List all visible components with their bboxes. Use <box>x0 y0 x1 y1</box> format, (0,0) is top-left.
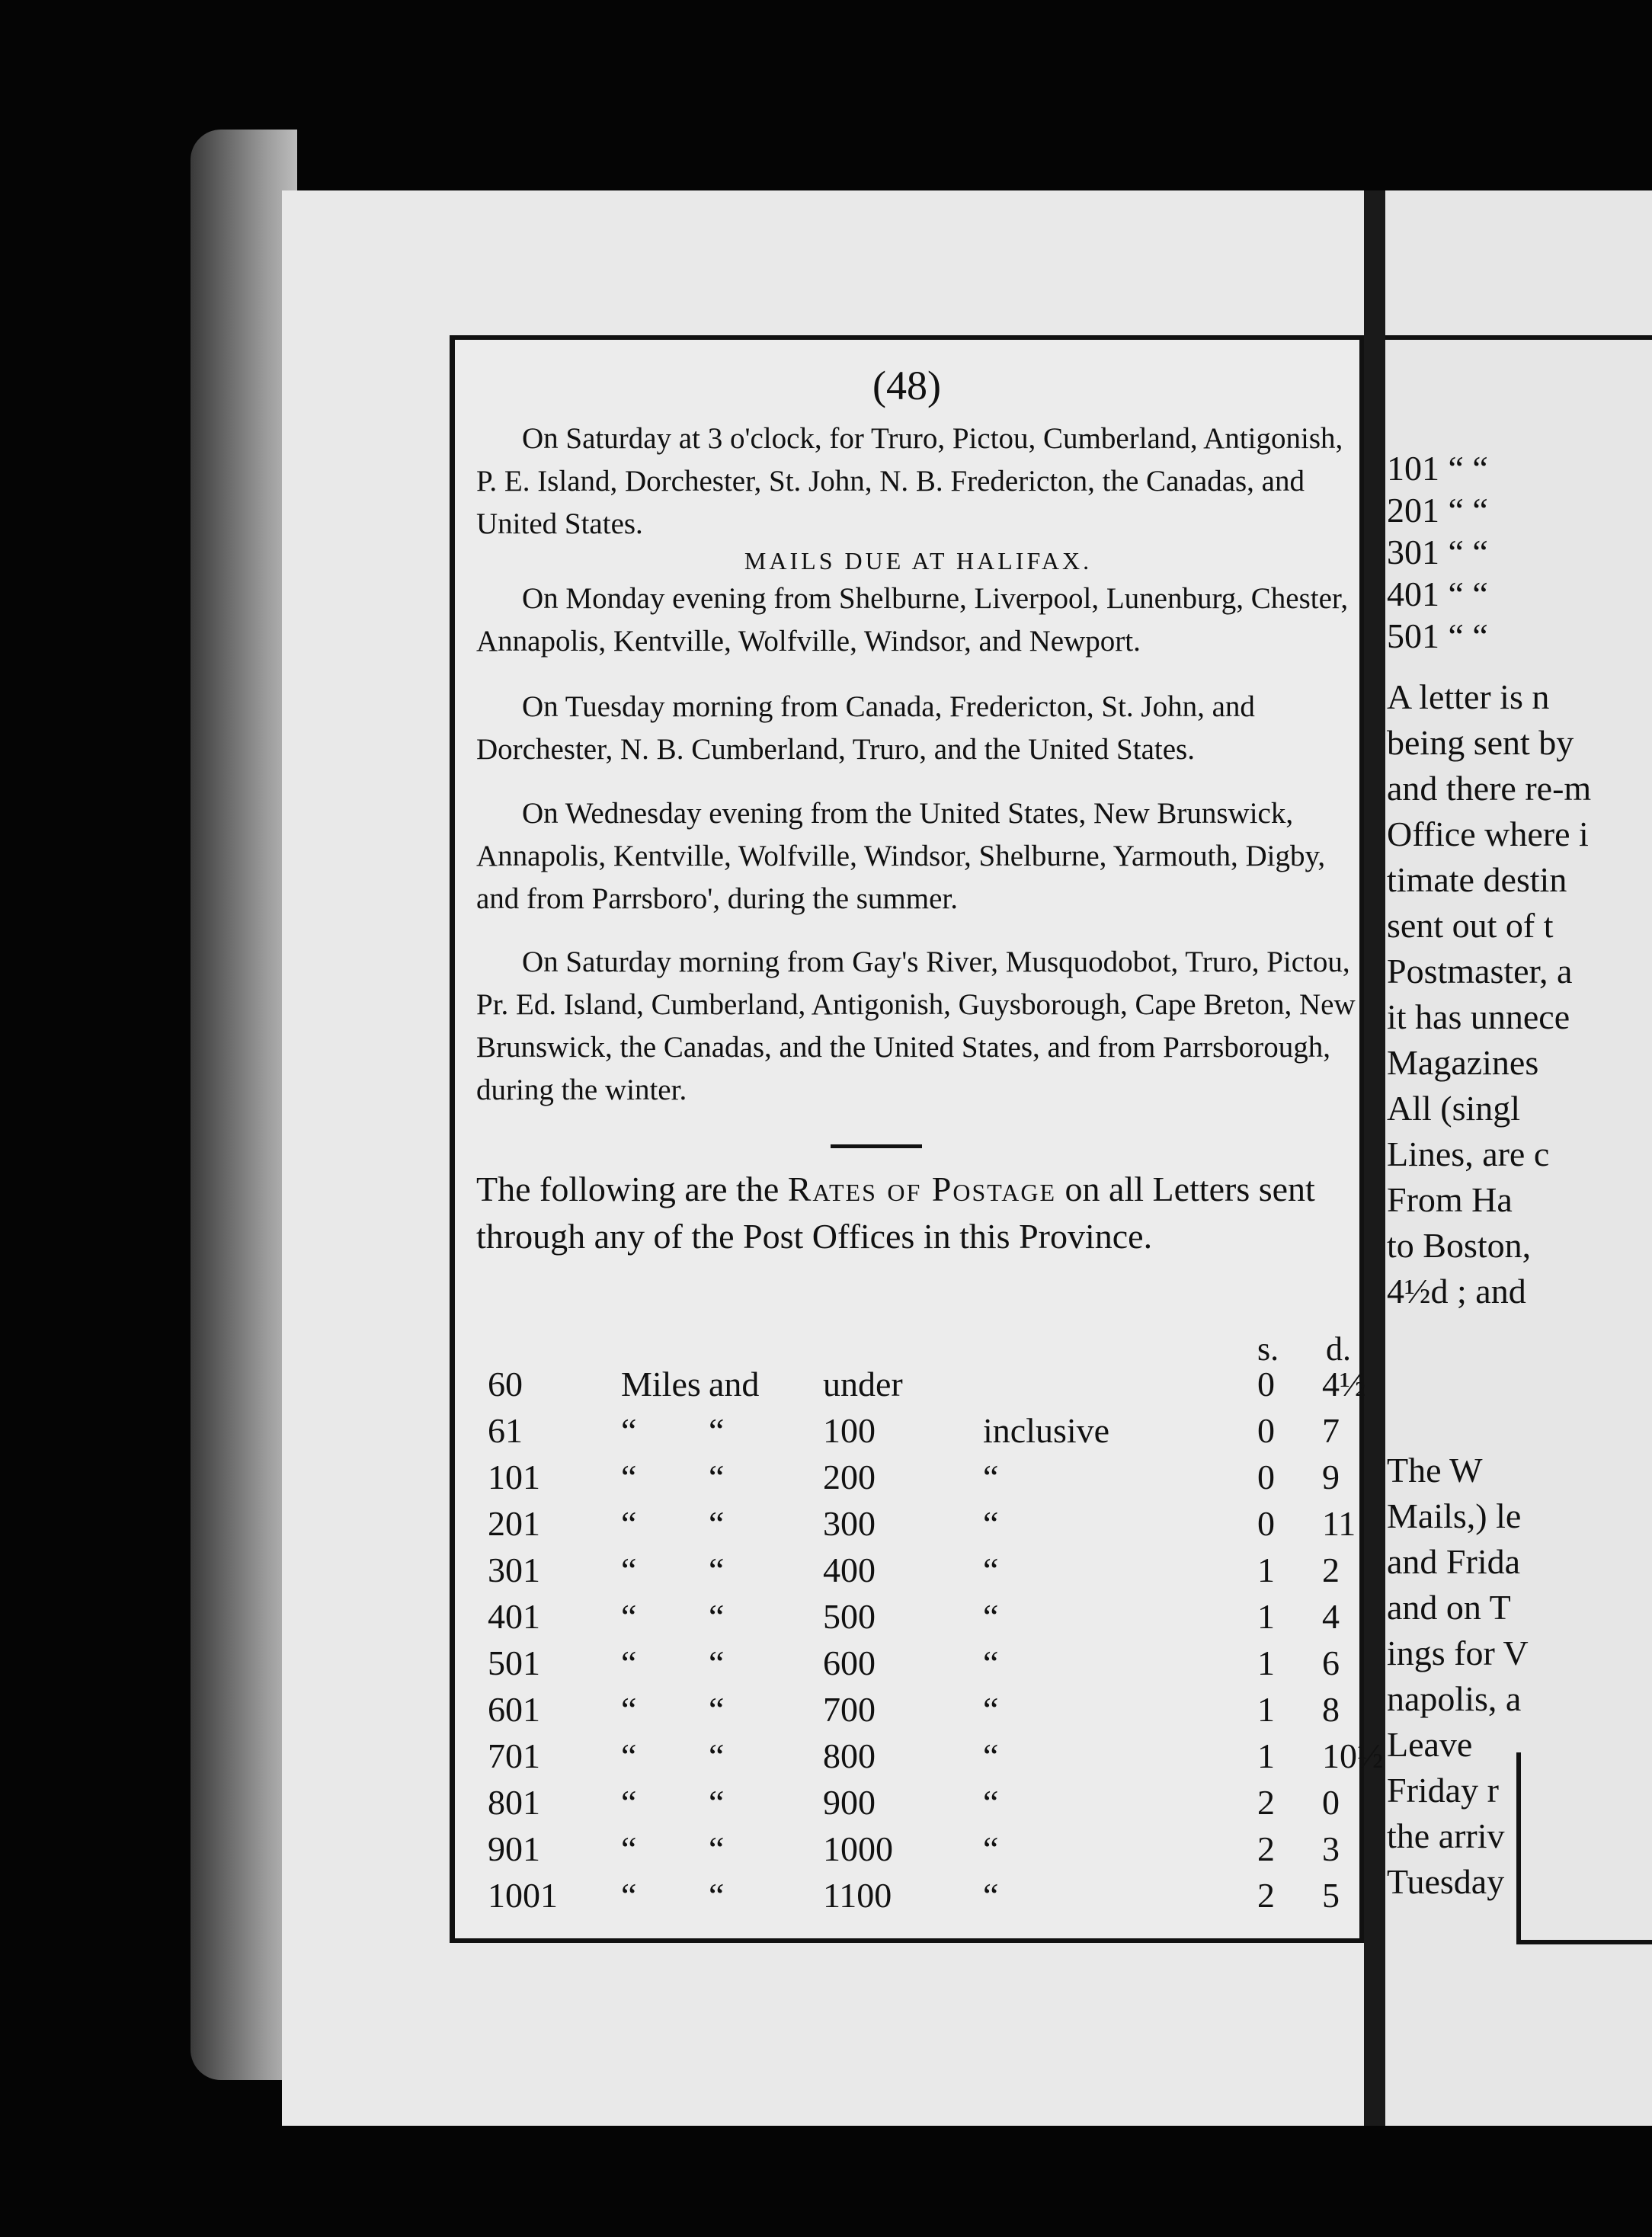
right-page-line: A letter is n <box>1387 677 1550 716</box>
right-page-border-top <box>1385 335 1652 340</box>
rate-cell-q3: inclusive <box>983 1411 1110 1450</box>
rate-cell-s: 1 <box>1257 1597 1275 1636</box>
rate-cell-s: 2 <box>1257 1783 1275 1822</box>
rate-cell-q3: “ <box>983 1458 999 1496</box>
page-number: (48) <box>872 363 941 408</box>
rate-cell-from: 201 <box>488 1504 540 1543</box>
rates-of-postage-label: Rates of Postage <box>787 1170 1057 1208</box>
right-page-line: Tuesday <box>1387 1862 1505 1901</box>
rate-cell-d: 11 <box>1322 1504 1356 1543</box>
rate-cell-s: 0 <box>1257 1504 1275 1543</box>
rate-cell-q3: “ <box>983 1690 999 1729</box>
rate-cell-to: 100 <box>823 1411 876 1450</box>
rate-cell-q1: “ <box>621 1876 637 1915</box>
right-page-line: 401 “ “ <box>1387 574 1488 613</box>
rate-cell-d: 3 <box>1322 1829 1340 1868</box>
rate-cell-q3: “ <box>983 1551 999 1589</box>
rate-cell-d: 4½ <box>1322 1365 1366 1403</box>
rate-cell-to: 600 <box>823 1643 876 1682</box>
right-page-line: and there re-m <box>1387 769 1592 808</box>
right-page-line: ings for V <box>1387 1634 1529 1672</box>
rate-cell-q3: “ <box>983 1829 999 1868</box>
rate-cell-q2: and <box>709 1365 760 1403</box>
book-gutter <box>1364 190 1385 2126</box>
rate-cell-d: 10½ <box>1322 1736 1384 1775</box>
right-page-line: 4½d ; and <box>1387 1272 1526 1311</box>
right-page-line: and on T <box>1387 1588 1511 1627</box>
rate-cell-q2: “ <box>709 1551 725 1589</box>
right-page-line: the arriv <box>1387 1816 1505 1855</box>
rate-cell-d: 9 <box>1322 1458 1340 1496</box>
rate-cell-q1: “ <box>621 1597 637 1636</box>
right-page-line: Office where i <box>1387 814 1589 853</box>
right-page-line: 501 “ “ <box>1387 616 1488 655</box>
rate-cell-q3: “ <box>983 1504 999 1543</box>
rate-cell-q1: “ <box>621 1829 637 1868</box>
rate-cell-from: 801 <box>488 1783 540 1822</box>
rate-cell-q2: “ <box>709 1504 725 1543</box>
right-page-line: 101 “ “ <box>1387 449 1488 488</box>
rate-cell-q3: “ <box>983 1597 999 1636</box>
rate-cell-s: 1 <box>1257 1736 1275 1775</box>
rate-row <box>488 1550 1349 1595</box>
rate-cell-from: 701 <box>488 1736 540 1775</box>
rate-cell-s: 1 <box>1257 1643 1275 1682</box>
rate-cell-from: 901 <box>488 1829 540 1868</box>
rate-cell-to: 1000 <box>823 1829 893 1868</box>
right-page-line: timate destin <box>1387 860 1567 899</box>
rate-cell-d: 8 <box>1322 1690 1340 1729</box>
right-page-line: to Boston, <box>1387 1226 1532 1265</box>
rate-row <box>488 1689 1349 1735</box>
right-page-line: From Ha <box>1387 1180 1513 1219</box>
right-page-line: Magazines <box>1387 1043 1539 1082</box>
rate-cell-q2: “ <box>709 1690 725 1729</box>
rates-intro <box>476 1166 1360 1260</box>
rate-cell-s: 2 <box>1257 1829 1275 1868</box>
mails-due-heading: MAILS DUE AT HALIFAX. <box>744 547 1093 574</box>
rate-cell-from: 601 <box>488 1690 540 1729</box>
book-page-edges <box>190 130 297 2080</box>
departure-paragraph: On Saturday at 3 o'clock, for Truro, Pictou, Cumberland, Antigonish, P. E. Island, Dorchester, St. John, N. B. Fredericton, the Canadas, and United States. <box>476 422 1343 540</box>
rate-cell-from: 60 <box>488 1365 523 1403</box>
rate-cell-from: 61 <box>488 1411 523 1450</box>
shillings-column-header: s. <box>1257 1330 1279 1368</box>
rate-cell-q1: Miles <box>621 1365 701 1403</box>
rate-cell-q1: “ <box>621 1690 637 1729</box>
rate-cell-from: 301 <box>488 1551 540 1589</box>
rate-row <box>488 1782 1349 1828</box>
rate-cell-q2: “ <box>709 1783 725 1822</box>
rate-row <box>488 1643 1349 1688</box>
rate-cell-s: 2 <box>1257 1876 1275 1915</box>
rate-cell-q3: “ <box>983 1876 999 1915</box>
rate-cell-from: 501 <box>488 1643 540 1682</box>
rate-cell-to: 900 <box>823 1783 876 1822</box>
right-page-line: Leave <box>1387 1725 1473 1764</box>
rate-cell-from: 401 <box>488 1597 540 1636</box>
right-page-line: napolis, a <box>1387 1679 1522 1718</box>
rate-cell-s: 0 <box>1257 1365 1275 1403</box>
rate-cell-q3: “ <box>983 1736 999 1775</box>
section-divider <box>831 1144 922 1148</box>
right-page-border-bottom <box>1516 1940 1652 1944</box>
rate-cell-from: 1001 <box>488 1876 558 1915</box>
right-page-line: Mails,) le <box>1387 1496 1522 1535</box>
rate-cell-q2: “ <box>709 1458 725 1496</box>
rate-cell-to: 400 <box>823 1551 876 1589</box>
rate-cell-q2: “ <box>709 1876 725 1915</box>
arrival-paragraph-monday: On Monday evening from Shelburne, Liverpool, Lunenburg, Chester, Annapolis, Kentville, Wolfville, Windsor, and Newport. <box>476 582 1349 658</box>
rate-cell-to: 500 <box>823 1597 876 1636</box>
rate-row <box>488 1736 1384 1781</box>
pence-column-header: d. <box>1326 1330 1351 1368</box>
right-page-line: 301 “ “ <box>1387 533 1488 571</box>
rate-cell-q2: “ <box>709 1736 725 1775</box>
rate-row <box>488 1364 1366 1410</box>
right-page-line: The W <box>1387 1451 1483 1490</box>
right-page-line: 201 “ “ <box>1387 491 1488 530</box>
right-page-line: Lines, are c <box>1387 1135 1550 1173</box>
arrival-paragraph-wednesday: On Wednesday evening from the United States, New Brunswick, Annapolis, Kentville, Wolfville, Windsor, Shelburne, Yarmouth, Digby, and from Parrsboro', during the summer. <box>476 797 1326 915</box>
rate-cell-q1: “ <box>621 1504 637 1543</box>
rate-row <box>488 1875 1349 1921</box>
rate-cell-d: 0 <box>1322 1783 1340 1822</box>
arrival-paragraph-tuesday: On Tuesday morning from Canada, Fredericton, St. John, and Dorchester, N. B. Cumberland, Truro, and the United States. <box>476 690 1255 766</box>
rate-cell-s: 1 <box>1257 1551 1275 1589</box>
rate-cell-to: 800 <box>823 1736 876 1775</box>
rate-cell-q1: “ <box>621 1643 637 1682</box>
rates-intro-text: The following are the <box>476 1170 788 1208</box>
rate-cell-q2: “ <box>709 1411 725 1450</box>
rate-cell-q2: “ <box>709 1597 725 1636</box>
right-page-line: sent out of t <box>1387 906 1554 945</box>
rate-row <box>488 1410 1349 1456</box>
right-page-line: Friday r <box>1387 1771 1499 1810</box>
rate-cell-d: 5 <box>1322 1876 1340 1915</box>
rate-row <box>488 1596 1349 1642</box>
rate-cell-to: under <box>823 1365 903 1403</box>
rate-cell-q3: “ <box>983 1783 999 1822</box>
rate-cell-q3: “ <box>983 1643 999 1682</box>
rate-cell-q1: “ <box>621 1411 637 1450</box>
rate-cell-to: 1100 <box>823 1876 892 1915</box>
rates-intro-text-end: on all Letters sent through any of the Post Offices in this Province. <box>476 1170 1315 1256</box>
rate-cell-q1: “ <box>621 1551 637 1589</box>
rate-row <box>488 1829 1349 1874</box>
rate-row <box>488 1503 1356 1549</box>
rate-cell-to: 200 <box>823 1458 876 1496</box>
right-page-line: Postmaster, a <box>1387 952 1573 990</box>
rate-cell-from: 101 <box>488 1458 540 1496</box>
right-page-line: and Frida <box>1387 1542 1521 1581</box>
rate-cell-d: 6 <box>1322 1643 1340 1682</box>
rate-cell-q1: “ <box>621 1783 637 1822</box>
rate-cell-q2: “ <box>709 1829 725 1868</box>
rate-cell-d: 4 <box>1322 1597 1340 1636</box>
rate-cell-q2: “ <box>709 1643 725 1682</box>
rate-cell-to: 700 <box>823 1690 876 1729</box>
rate-cell-q1: “ <box>621 1736 637 1775</box>
rate-cell-s: 0 <box>1257 1458 1275 1496</box>
rate-cell-s: 1 <box>1257 1690 1275 1729</box>
rate-cell-s: 0 <box>1257 1411 1275 1450</box>
right-page-line: being sent by <box>1387 723 1574 762</box>
rate-cell-to: 300 <box>823 1504 876 1543</box>
rate-cell-d: 2 <box>1322 1551 1340 1589</box>
right-page-line: it has unnece <box>1387 997 1570 1036</box>
rate-cell-d: 7 <box>1322 1411 1340 1450</box>
rate-row <box>488 1457 1349 1503</box>
rate-cell-q1: “ <box>621 1458 637 1496</box>
right-page-line: All (singl <box>1387 1089 1521 1128</box>
arrival-paragraph-saturday: On Saturday morning from Gay's River, Musquodobot, Truro, Pictou, Pr. Ed. Island, Cumberland, Antigonish, Guysborough, Cape Breton, New Brunswick, the Canadas, and the United States, and from Parrsborough, during the winter. <box>476 946 1356 1106</box>
